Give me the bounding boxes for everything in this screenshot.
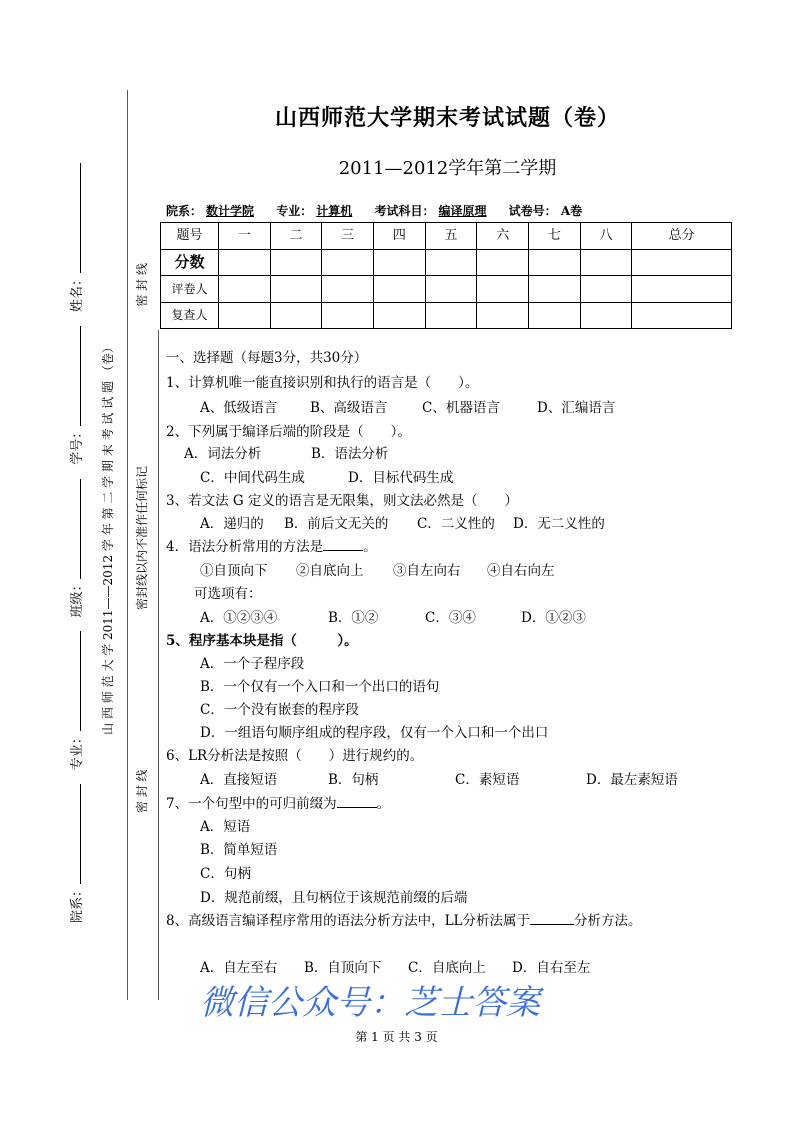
name-field[interactable]: 姓名： <box>70 163 86 312</box>
binding-line-outer <box>127 90 128 1000</box>
section-heading: 一、选择题（每题3分，共30分） <box>166 350 368 366</box>
table-row: 复查人 <box>161 302 732 329</box>
table-row: 分数 <box>161 249 732 276</box>
question-3: 3、若文法 G 定义的语言是无限集，则文法必然是（ ） <box>166 493 518 509</box>
question-2: 2、下列属于编译后端的阶段是（ ）。 <box>166 424 411 440</box>
question-3-options: A．递归的 B．前后文无关的 C．二义性的 D．无二义性的 <box>200 516 605 532</box>
dept-field[interactable]: 院系： <box>70 784 86 923</box>
seal-label: 密 封 线 <box>135 769 149 813</box>
question-5-option-d: D．一组语句顺序组成的程序段，仅有一个入口和一个出口 <box>200 725 549 741</box>
score-table <box>160 222 732 329</box>
watermark: 微信公众号：芝士答案 <box>200 983 540 1023</box>
question-8-options: A．自左至右 B．自顶向下 C．自底向上 D．自右至左 <box>200 960 591 976</box>
student-id-field[interactable]: 学号： <box>70 326 86 465</box>
question-7-option-a: A．短语 <box>200 819 251 835</box>
student-info-column <box>70 163 86 923</box>
page-title: 山西师范大学期末考试试题（卷） <box>274 105 620 131</box>
question-7: 7、一个句型中的可归前缀为 。 <box>166 796 391 812</box>
question-1-options: A、低级语言 B、高级语言 C、机器语言 D、汇编语言 <box>200 400 616 416</box>
question-2-options-ab: A．词法分析 B．语法分析 <box>184 446 389 462</box>
question-7-option-c: C．句柄 <box>200 866 251 882</box>
question-6-options: A．直接短语 B．句柄 C．素短语 D．最左素短语 <box>200 772 678 788</box>
seal-line-column <box>134 263 150 813</box>
question-4-items: ①自顶向下 ②自底向上 ③自左向右 ④自右向左 <box>200 563 555 579</box>
major-field[interactable]: 专业： <box>70 631 86 770</box>
seal-label: 密 封 线 <box>135 263 149 307</box>
question-4: 4．语法分析常用的方法是 。 <box>166 539 377 555</box>
question-4-options: A．①②③④ B．①② C．③④ D．①②③ <box>200 610 586 626</box>
answer-blank[interactable] <box>337 796 377 808</box>
sidebar-exam-title: 山 西 师 范 大 学 2011——2012 学 年 第 二 学 期 末 考 试 试 题 （卷） <box>101 341 115 735</box>
exam-info: 院系： 数计学院 专业： 计算机 考试科目： 编译原理 试卷号： A卷 <box>166 204 583 218</box>
answer-blank[interactable] <box>530 913 574 925</box>
question-8: 8、高级语言编译程序常用的语法分析方法中，LL分析法属于 分析方法。 <box>166 913 642 929</box>
question-7-option-d: D．规范前缀，且句柄位于该规范前缀的后端 <box>200 890 468 906</box>
page-number: 第 1 页 共 3 页 <box>355 1030 438 1044</box>
question-6: 6、LR分析法是按照（ ）进行规约的。 <box>166 748 424 764</box>
table-row: 题号 一 二 三 四 五 六 七 八 总分 <box>161 223 732 250</box>
question-4-choose-label: 可选项有： <box>194 586 262 602</box>
question-5-option-c: C．一个没有嵌套的程序段 <box>200 702 359 718</box>
paper-value: A卷 <box>560 204 583 218</box>
table-row: 评卷人 <box>161 276 732 303</box>
page-subtitle: 2011—2012学年第二学期 <box>338 158 557 179</box>
question-1: 1、计算机唯一能直接识别和执行的语言是（ ）。 <box>166 375 479 391</box>
class-field[interactable]: 班级： <box>70 479 86 618</box>
question-7-option-b: B．简单短语 <box>200 842 278 858</box>
question-5-option-b: B．一个仅有一个入口和一个出口的语句 <box>200 679 440 695</box>
major-value: 计算机 <box>316 204 353 218</box>
question-2-options-cd: C．中间代码生成 D．目标代码生成 <box>200 470 454 486</box>
subject-value: 编译原理 <box>438 204 487 218</box>
answer-blank[interactable] <box>323 539 363 551</box>
question-5: 5、程序基本块是指（ ）。 <box>166 633 358 649</box>
seal-warning: 密封线以内不准作任何标记 <box>135 466 149 611</box>
dept-value: 数计学院 <box>206 204 255 218</box>
question-5-option-a: A．一个子程序段 <box>200 656 305 672</box>
binding-line-inner <box>158 330 159 1000</box>
